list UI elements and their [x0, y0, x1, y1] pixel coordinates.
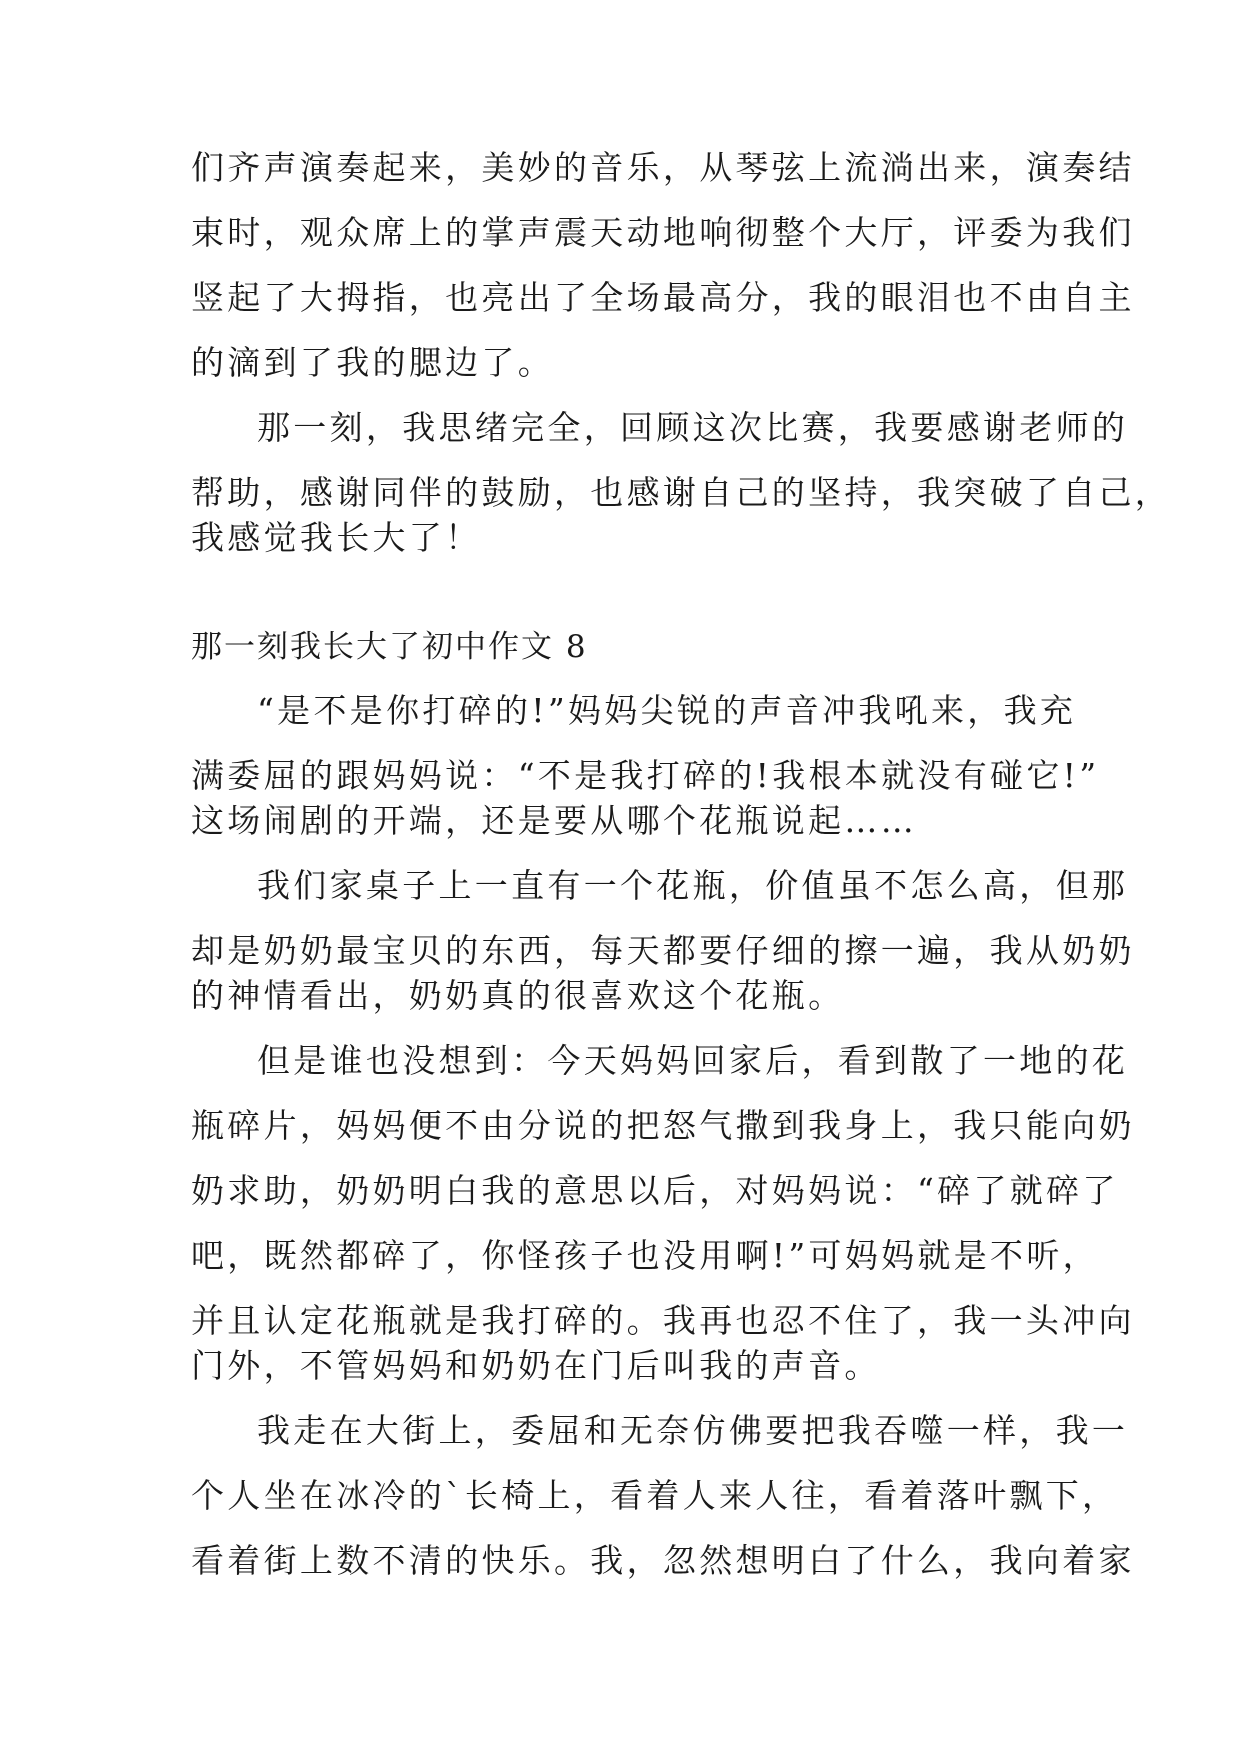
paragraph-start: 我走在大街上，委屈和无奈仿佛要把我吞噬一样，我一	[257, 1411, 1129, 1450]
text-line: 帮助，感谢同伴的鼓励，也感谢自己的坚持，我突破了自己，	[191, 473, 1172, 512]
text-line: 这场闹剧的开端，还是要从哪个花瓶说起……	[191, 801, 917, 840]
text-line: 奶求助，奶奶明白我的意思以后，对妈妈说：“碎了就碎了	[191, 1171, 1119, 1210]
text-line: 看着街上数不清的快乐。我，忽然想明白了什么，我向着家	[191, 1541, 1135, 1580]
text-line: 瓶碎片，妈妈便不由分说的把怒气撒到我身上，我只能向奶	[191, 1106, 1135, 1145]
section-heading: 那一刻我长大了初中作文 8	[191, 629, 588, 665]
text-line: 我感觉我长大了！	[191, 518, 482, 557]
text-line: 吧，既然都碎了，你怪孩子也没用啊!”可妈妈就是不听，	[191, 1236, 1099, 1275]
text-line: 并且认定花瓶就是我打碎的。我再也忍不住了，我一头冲向	[191, 1301, 1135, 1340]
paragraph-start: “是不是你打碎的!”妈妈尖锐的声音冲我吼来，我充	[257, 691, 1077, 730]
text-line: 束时，观众席上的掌声震天动地响彻整个大厅，评委为我们	[191, 213, 1135, 252]
text-line: 们齐声演奏起来，美妙的音乐，从琴弦上流淌出来，演奏结	[191, 148, 1135, 187]
text-line: 却是奶奶最宝贝的东西，每天都要仔细的擦一遍，我从奶奶	[191, 931, 1135, 970]
text-line: 的滴到了我的腮边了。	[191, 343, 554, 382]
text-line: 个人坐在冰冷的`长椅上，看着人来人往，看着落叶飘下，	[191, 1476, 1119, 1515]
text-line: 的神情看出，奶奶真的很喜欢这个花瓶。	[191, 976, 845, 1015]
paragraph-start: 我们家桌子上一直有一个花瓶，价值虽不怎么高，但那	[257, 866, 1129, 905]
text-line: 满委屈的跟妈妈说：“不是我打碎的!我根本就没有碰它!”	[191, 756, 1100, 795]
paragraph-start: 但是谁也没想到：今天妈妈回家后，看到散了一地的花	[257, 1041, 1129, 1080]
paragraph-start: 那一刻，我思绪完全，回顾这次比赛，我要感谢老师的	[257, 408, 1129, 447]
text-line: 门外，不管妈妈和奶奶在门后叫我的声音。	[191, 1346, 881, 1385]
text-line: 竖起了大拇指，也亮出了全场最高分，我的眼泪也不由自主	[191, 278, 1135, 317]
